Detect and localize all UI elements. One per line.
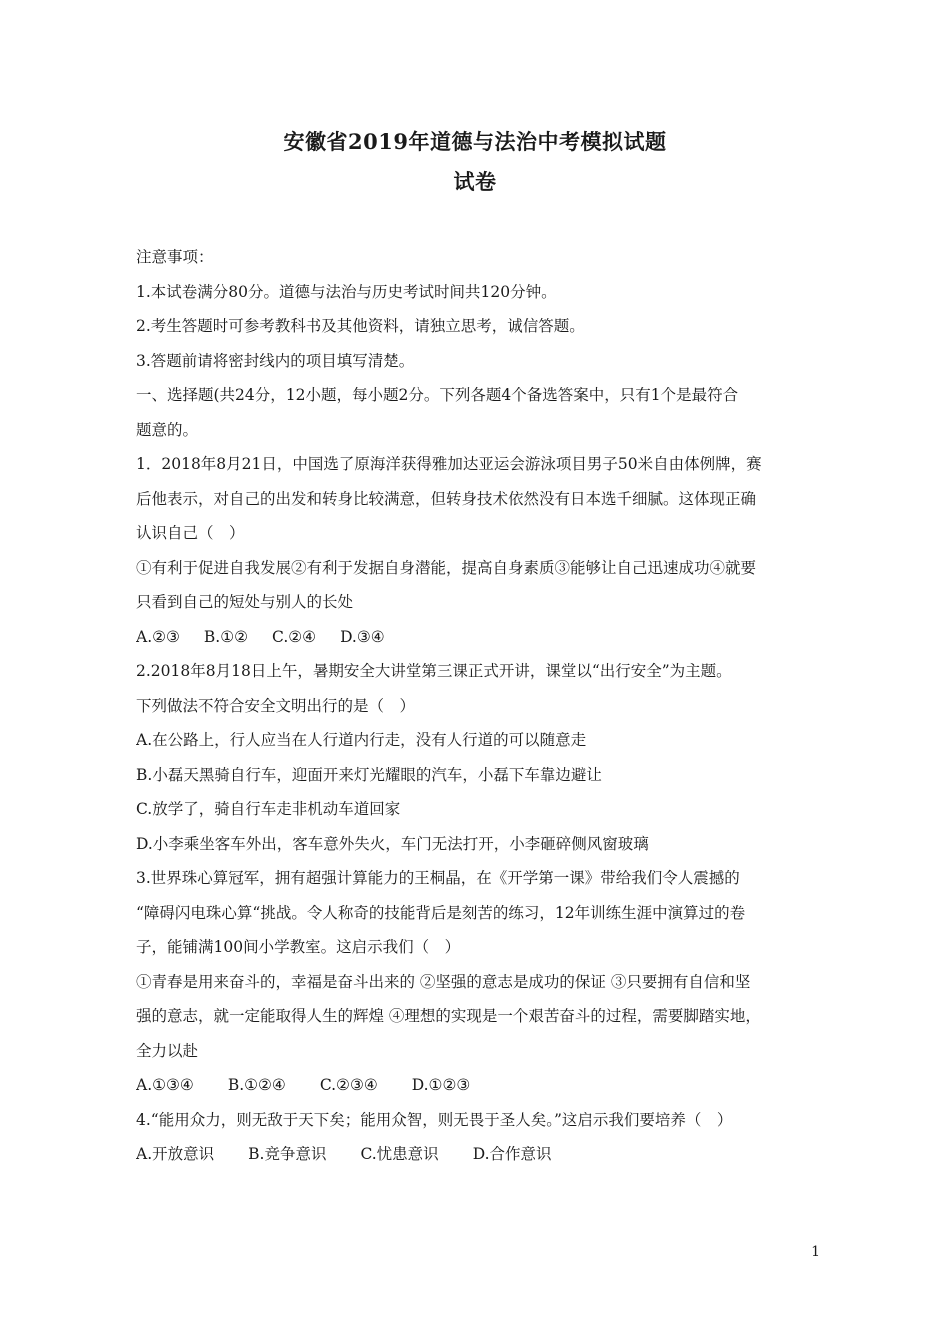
section-heading: 题意的。 — [136, 420, 199, 439]
question-3-items: 全力以赴 — [136, 1041, 199, 1060]
option-b: B.①② — [203, 627, 249, 646]
question-2-stem: 下列做法不符合安全文明出行的是（ ） — [136, 696, 416, 715]
question-1-options — [136, 620, 826, 655]
exam-body — [136, 240, 826, 1172]
question-4-stem: 4.“能用众力，则无敌于天下矣；能用众智，则无畏于圣人矣。”这启示我们要培养（ ） — [136, 1110, 733, 1129]
option-a: A.②③ — [136, 627, 180, 646]
option-b: B.①②④ — [227, 1076, 286, 1094]
option-b: B.竞争意识 — [248, 1145, 327, 1163]
question-3-options — [136, 1068, 826, 1103]
option-c: C.②③④ — [319, 1076, 378, 1094]
question-3-items: 强的意志，就一定能取得人生的辉煌 ④理想的实现是一个艰苦奋斗的过程，需要脚踏实地， — [136, 1007, 761, 1025]
question-2-option-c: C.放学了，骑自行车走非机动车道回家 — [136, 800, 401, 818]
notice-item: 1.本试卷满分80分。道德与法治与历史考试时间共120分钟。 — [136, 282, 557, 301]
question-1-items: ①有利于促进自我发展②有利于发据自身潜能，提高自身素质③能够让自己迅速成功④就要 — [136, 558, 757, 577]
option-c: C.忧患意识 — [360, 1145, 439, 1163]
notice-item: 2.考生答题时可参考教科书及其他资料，请独立思考，诚信答题。 — [136, 317, 585, 335]
option-d: D.①②③ — [411, 1076, 471, 1094]
notice-header: 注意事项： — [136, 248, 214, 266]
option-a: A.①③④ — [136, 1076, 194, 1094]
question-1-stem: 1．2018年8月21日，中国选了原海洋获得雅加达亚运会游泳项目男子50米自由体例牌，赛 — [136, 455, 762, 473]
question-3-stem: “障碍闪电珠心算“挑战。令人称奇的技能背后是刻苦的练习，12年训练生涯中演算过的卷 — [136, 903, 746, 922]
page-title: 安徽省2019年道德与法治中考模拟试题 — [283, 129, 667, 154]
option-a: A.开放意识 — [136, 1145, 215, 1163]
question-1-stem: 认识自己（ ） — [136, 524, 245, 542]
question-1-items: 只看到自己的短处与别人的长处 — [136, 593, 354, 611]
question-3-stem: 3.世界珠心算冠军，拥有超强计算能力的王桐晶，在《开学第一课》带给我们令人震撼的 — [136, 869, 740, 887]
question-1-stem: 后他表示，对自己的出发和转身比较满意，但转身技术依然没有日本选千细腻。这体现正确 — [136, 489, 757, 508]
section-heading: 一、选择题(共24分，12小题，每小题2分。下列各题4个备选答案中，只有1个是最符合 — [136, 386, 739, 404]
question-3-stem: 子，能铺满100间小学教室。这启示我们（ ） — [136, 938, 461, 956]
question-2-stem: 2.2018年8月18日上午，暑期安全大讲堂第三课正式开讲，课堂以“出行安全”为主题。 — [136, 662, 732, 680]
question-2-option-d: D.小李乘坐客车外出，客车意外失火，车门无法打开，小李砸碎侧风窗玻璃 — [136, 834, 649, 853]
option-c: C.②④ — [272, 627, 317, 646]
option-d: D.③④ — [340, 627, 385, 646]
question-2-option-b: B.小磊天黑骑自行车，迎面开来灯光耀眼的汽车，小磊下车靠边避让 — [136, 765, 602, 784]
notice-item: 3.答题前请将密封线内的项目填写清楚。 — [136, 351, 415, 370]
page-subtitle: 试卷 — [453, 169, 497, 194]
page-number: 1 — [811, 1244, 820, 1260]
option-d: D.合作意识 — [472, 1145, 552, 1163]
question-3-items: ①青春是用来奋斗的，幸福是奋斗出来的 ②坚强的意志是成功的保证 ③只要拥有自信和坚 — [136, 972, 751, 991]
question-2-option-a: A.在公路上，行人应当在人行道内行走，没有人行道的可以随意走 — [136, 731, 587, 749]
question-4-options — [136, 1137, 826, 1172]
